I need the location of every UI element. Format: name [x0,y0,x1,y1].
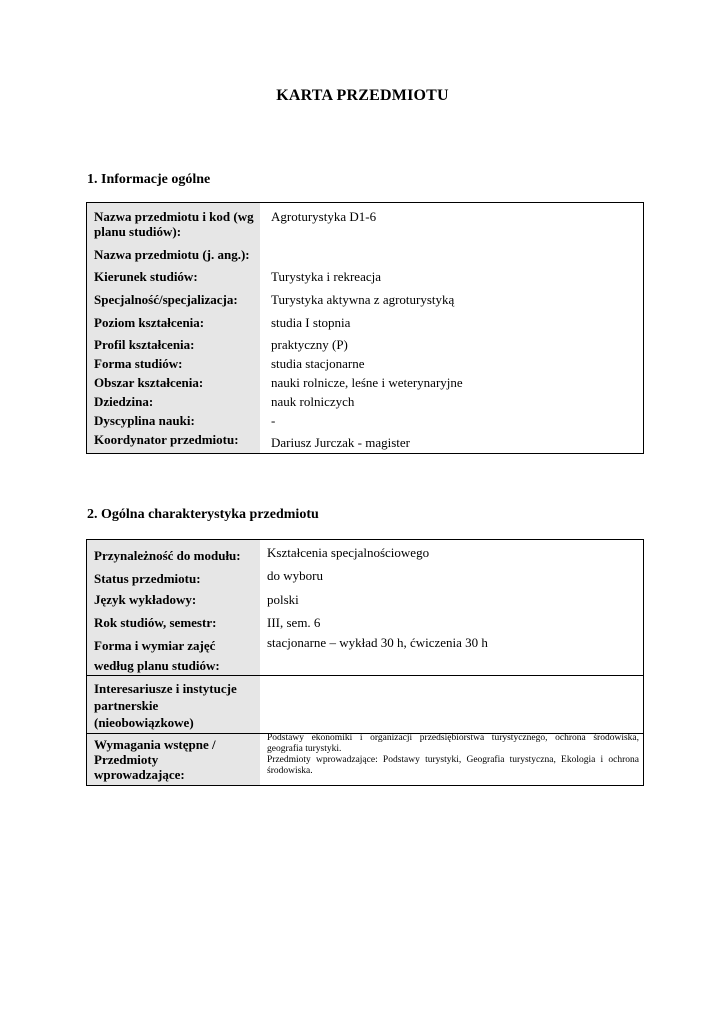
row-value: polski [267,592,299,607]
row-label: Przynależność do modułu: [94,548,241,563]
row-label: Dziedzina: [94,394,154,409]
row-value: praktyczny (P) [271,337,348,352]
row-label: Rok studiów, semestr: [94,615,217,630]
prerequisites-text: Podstawy ekonomiki i organizacji przedsiębiorstwa turystycznego, ochrona środowiska, geografia turystyki. [267,733,639,754]
row-divider [87,675,643,676]
row-value: III, sem. 6 [267,615,321,630]
general-info-table [86,202,644,454]
row-label: Forma studiów: [94,356,183,371]
row-value: studia I stopnia [271,315,351,330]
row-value: do wyboru [267,568,323,583]
row-label: Status przedmiotu: [94,571,201,586]
row-value: Kształcenia specjalnościowego [267,545,430,560]
row-label: Kierunek studiów: [94,269,198,284]
row-label: Profil kształcenia: [94,337,195,352]
section-1-heading: 1. Informacje ogólne [87,172,211,187]
section-2-heading: 2. Ogólna charakterystyka przedmiotu [87,507,319,522]
row-value: Turystyka i rekreacja [271,269,381,284]
row-label: Interesariusze i instytucje partnerskie (nieobowiązkowe) [94,681,237,730]
row-label: Język wykładowy: [94,592,197,607]
row-label: Poziom kształcenia: [94,315,205,330]
row-label: Forma i wymiar zajęć według planu studiów: [94,638,220,673]
row-value: nauki rolnicze, leśne i weterynaryjne [271,375,463,390]
characteristics-table [86,539,644,786]
row-label: Nazwa przedmiotu i kod (wg planu studiów): [94,209,254,239]
row-value: nauk rolniczych [271,394,355,409]
row-value: - [271,413,276,428]
row-label: Dyscyplina nauki: [94,413,195,428]
row-value: Turystyka aktywna z agroturystyką [271,292,455,307]
row-value: Agroturystyka D1-6 [271,209,377,224]
row-label: Nazwa przedmiotu (j. ang.): [94,247,250,262]
row-label: Wymagania wstępne / Przedmioty wprowadzające: [94,737,216,782]
row-label: Specjalność/specjalizacja: [94,292,238,307]
row-value: stacjonarne – wykład 30 h, ćwiczenia 30 h [267,635,488,650]
document-title: KARTA PRZEDMIOTU [276,87,449,104]
introductory-courses-text: Przedmioty wprowadzające: Podstawy turystyki, Geografia turystyczna, Ekologia i ochrona środowiska. [267,755,639,776]
row-value: studia stacjonarne [271,356,365,371]
row-label: Obszar kształcenia: [94,375,204,390]
row-value [267,733,639,777]
row-value: Dariusz Jurczak - magister [271,435,410,450]
row-label: Koordynator przedmiotu: [94,432,239,447]
